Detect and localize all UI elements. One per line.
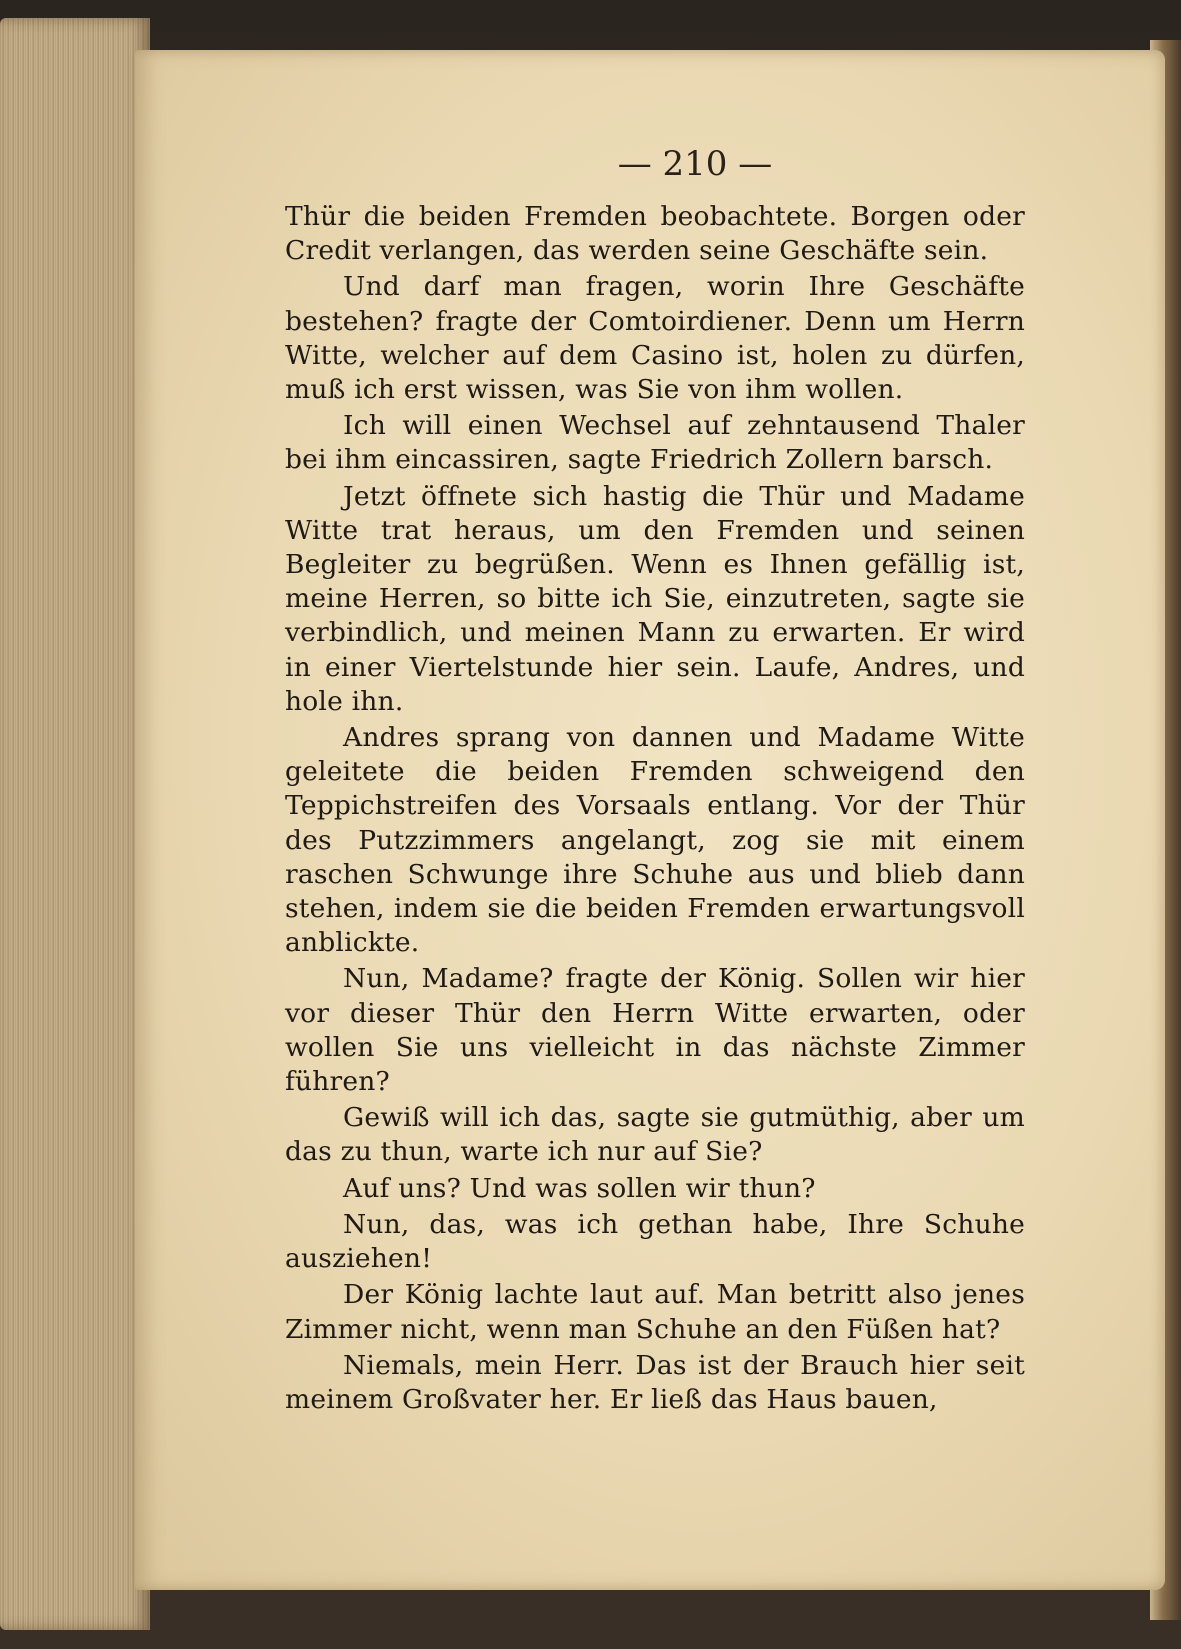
paragraph: Niemals, mein Herr. Das ist der Brauch hier seit meinem Großvater her. Er ließ das Haus bauen,	[285, 1349, 1025, 1415]
paragraph: Und darf man fragen, worin Ihre Geschäfte bestehen? fragte der Comtoirdiener. Denn um Herrn Witte, welcher auf dem Casino ist, holen zu dürfen, muß ich erst wissen, was Sie von ihm wollen.	[285, 271, 1025, 406]
paragraph: Jetzt öffnete sich hastig die Thür und Madame Witte trat heraus, um den Fremden und seinen Begleiter zu begrüßen. Wenn es Ihnen gefällig ist, meine Herren, so bitte ich Sie, einzutreten, sagte sie verbindlich, und meinen Mann zu erwarten. Er wird in einer Viertelstunde hier sein. Laufe, Andres, und hole ihn.	[285, 480, 1025, 717]
paragraph: Auf uns? Und was sollen wir thun?	[343, 1172, 816, 1204]
paragraph: Andres sprang von dannen und Madame Witte geleitete die beiden Fremden schweigend den Teppichstreifen des Vorsaals entlang. Vor der Thür des Putzzimmers angelangt, zog sie mit einem raschen Schwunge ihre Schuhe aus und blieb dann stehen, indem sie die beiden Fremden erwartungsvoll anblickte.	[285, 722, 1025, 959]
paragraph: Nun, das, was ich gethan habe, Ihre Schuhe ausziehen!	[285, 1208, 1025, 1275]
paragraph: Nun, Madame? fragte der König. Sollen wir hier vor dieser Thür den Herrn Witte erwarten, oder wollen Sie uns vielleicht in das nächste Zimmer führen?	[285, 963, 1025, 1098]
page-edges	[0, 18, 150, 1630]
body-text	[285, 200, 1025, 1419]
paragraph: Gewiß will ich das, sagte sie gutmüthig, aber um das zu thun, warte ich nur auf Sie?	[285, 1102, 1025, 1168]
book-page	[135, 50, 1165, 1590]
page-number: — 210 —	[617, 144, 773, 184]
paragraph: Der König lachte laut auf. Man betritt also jenes Zimmer nicht, wenn man Schuhe an den Füßen hat?	[285, 1279, 1025, 1345]
paragraph: Ich will einen Wechsel auf zehntausend Thaler bei ihm eincassiren, sagte Friedrich Zollern barsch.	[285, 410, 1025, 476]
paragraph: Thür die beiden Fremden beobachtete. Borgen oder Credit verlangen, das werden seine Geschäfte sein.	[285, 201, 1025, 267]
